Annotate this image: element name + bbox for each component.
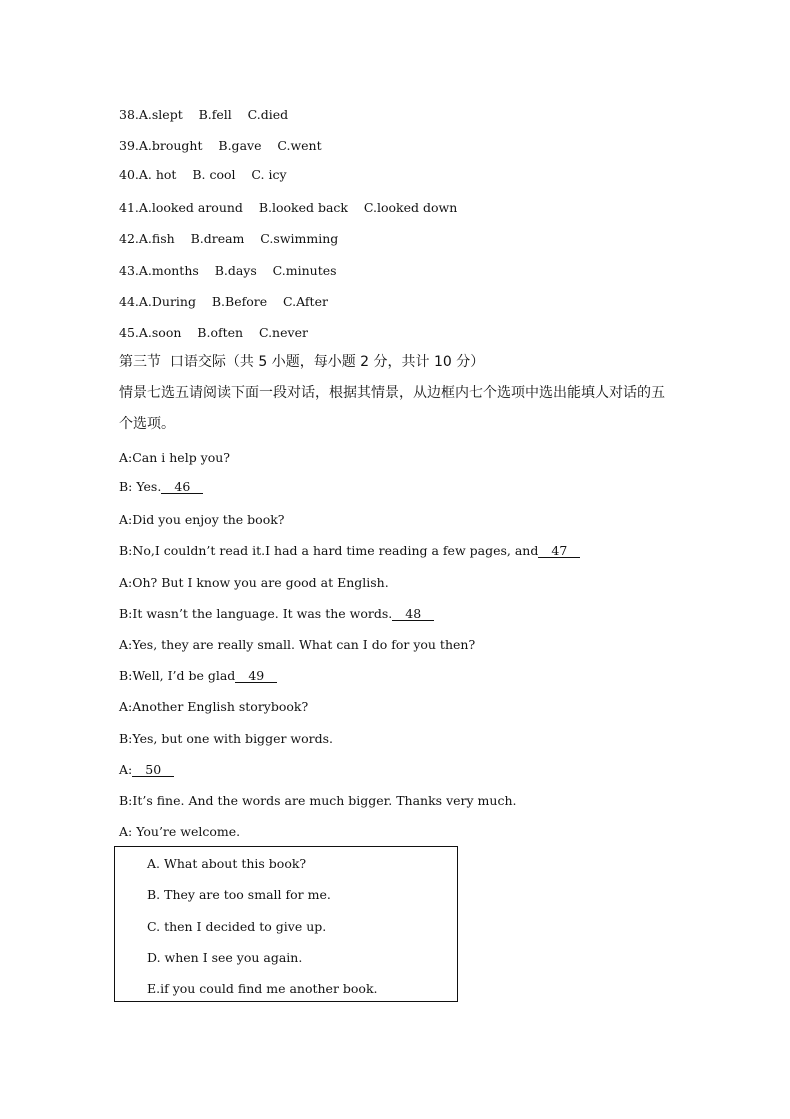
dialogue-line-13: A: You’re welcome. bbox=[119, 824, 241, 839]
dialogue-text: B: Yes. bbox=[119, 479, 162, 494]
dialogue-line-3: A:Did you enjoy the book? bbox=[119, 512, 285, 527]
answer-blank-50: 50 bbox=[132, 763, 174, 777]
dialogue-line-8 bbox=[119, 668, 277, 684]
option-d: D. when I see you again. bbox=[147, 950, 303, 965]
dialogue-line-6 bbox=[119, 606, 434, 622]
question-40: 40.A. hot B. cool C. icy bbox=[119, 167, 287, 182]
question-38: 38.A.slept B.fell C.died bbox=[119, 107, 289, 122]
dialogue-text: B:No,I couldn’t read it.I had a hard time reading a few pages, and bbox=[119, 543, 539, 558]
section-title: 第三节 口语交际（共 5 小题，每小题 2 分，共计 10 分） bbox=[119, 354, 485, 370]
dialogue-line-4 bbox=[119, 543, 580, 559]
dialogue-text: B:Well, I’d be glad bbox=[119, 668, 236, 683]
question-43: 43.A.months B.days C.minutes bbox=[119, 263, 337, 278]
dialogue-line-11 bbox=[119, 762, 174, 778]
option-c: C. then I decided to give up. bbox=[147, 919, 327, 934]
question-41: 41.A.looked around B.looked back C.looked down bbox=[119, 200, 458, 215]
dialogue-text: A: bbox=[119, 762, 133, 777]
dialogue-text: B:It wasn’t the language. It was the words. bbox=[119, 606, 393, 621]
dialogue-line-12: B:It’s fine. And the words are much bigger. Thanks very much. bbox=[119, 793, 517, 808]
answer-blank-49: 49 bbox=[235, 669, 277, 683]
question-39: 39.A.brought B.gave C.went bbox=[119, 138, 322, 153]
answer-blank-48: 48 bbox=[392, 607, 434, 621]
option-e: E.if you could find me another book. bbox=[147, 981, 378, 996]
option-a: A. What about this book? bbox=[147, 856, 307, 871]
dialogue-line-9: A:Another English storybook? bbox=[119, 699, 309, 714]
question-42: 42.A.fish B.dream C.swimming bbox=[119, 231, 339, 246]
dialogue-line-7: A:Yes, they are really small. What can I do for you then? bbox=[119, 637, 476, 652]
question-45: 45.A.soon B.often C.never bbox=[119, 325, 308, 340]
dialogue-line-2 bbox=[119, 479, 203, 495]
dialogue-line-1: A:Can i help you? bbox=[119, 450, 231, 465]
section-instruction-line1: 情景七选五请阅读下面一段对话，根据其情景，从边框内七个选项中选出能填人对话的五 bbox=[119, 385, 665, 401]
option-b: B. They are too small for me. bbox=[147, 887, 331, 902]
section-instruction-line2: 个选项。 bbox=[119, 416, 175, 432]
question-44: 44.A.During B.Before C.After bbox=[119, 294, 328, 309]
dialogue-line-10: B:Yes, but one with bigger words. bbox=[119, 731, 334, 746]
answer-blank-46: 46 bbox=[161, 480, 203, 494]
dialogue-line-5: A:Oh? But I know you are good at English. bbox=[119, 575, 389, 590]
answer-blank-47: 47 bbox=[538, 544, 580, 558]
